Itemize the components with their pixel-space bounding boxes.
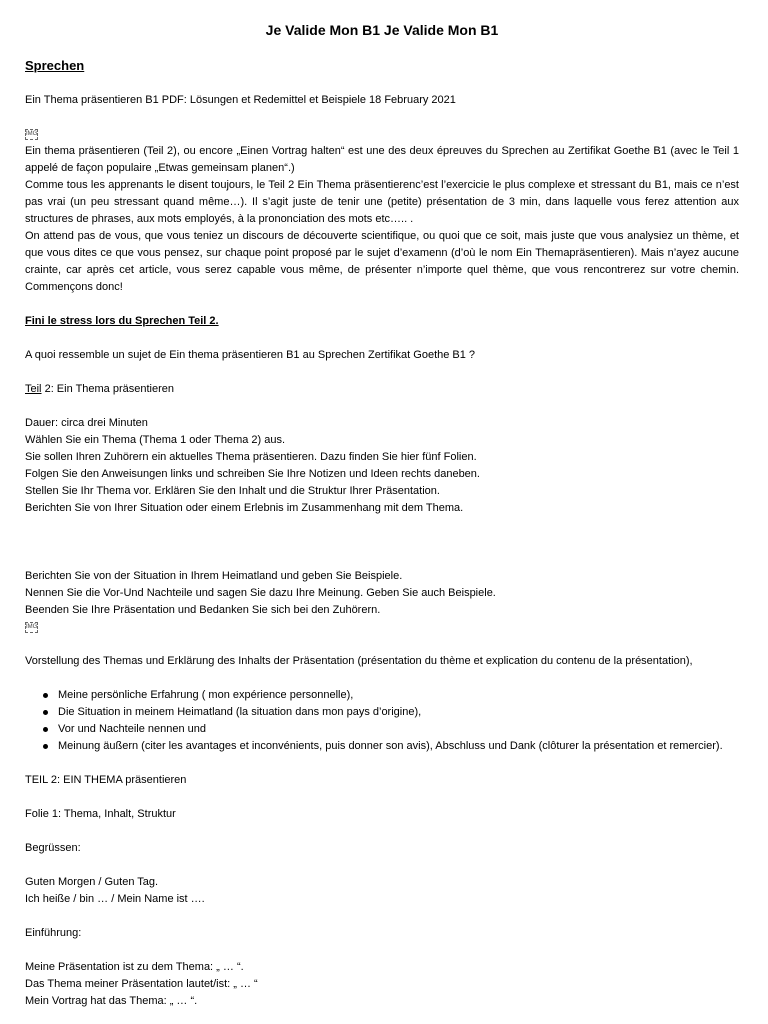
list-item: Meine persönliche Erfahrung ( mon expérience personnelle),: [58, 687, 739, 704]
image-placeholder-row: [25, 126, 739, 143]
instruction-line: Berichten Sie von der Situation in Ihrem Heimatland und geben Sie Beispiele.: [25, 570, 403, 582]
instruction-line: Sie sollen Ihren Zuhörern ein aktuelles Thema präsentieren. Dazu finden Sie hier fünf Folien.: [25, 451, 477, 463]
teil-heading: [25, 381, 739, 398]
einfuehrung-line: Mein Vortrag hat das Thema: „ … “.: [25, 995, 198, 1007]
einfuehrung-label: Einführung:: [25, 927, 82, 939]
begruessen-line: Ich heiße / bin … / Mein Name ist ….: [25, 893, 205, 905]
folie1-line: Folie 1: Thema, Inhalt, Struktur: [25, 808, 176, 820]
fini-heading: Fini le stress lors du Sprechen Teil 2.: [25, 315, 219, 327]
list-item: Vor und Nachteile nennen und: [58, 721, 739, 738]
list-item: Die Situation in meinem Heimatland (la situation dans mon pays d’origine),: [58, 704, 739, 721]
broken-image-icon: IMG: [25, 622, 38, 633]
question: A quoi ressemble un sujet de Ein thema präsentieren B1 au Sprechen Zertifikat Goethe B1 ?: [25, 349, 476, 361]
intro-line: Ein Thema präsentieren B1 PDF: Lösungen et Redemittel et Beispiele 18 February 2021: [25, 94, 456, 106]
list-item: Meinung äußern (citer les avantages et inconvénients, puis donner son avis), Abschluss und Dank (clôturer la présentation et remercier).: [58, 738, 739, 755]
document-title: Je Valide Mon B1 Je Valide Mon B1: [265, 22, 499, 38]
begruessen-label: Begrüssen:: [25, 842, 81, 854]
instruction-line: Wählen Sie ein Thema (Thema 1 oder Thema 2) aus.: [25, 434, 286, 446]
instruction-line: Folgen Sie den Anweisungen links und schreiben Sie Ihre Notizen und Ideen rechts daneben.: [25, 468, 480, 480]
image-placeholder-row: [25, 619, 739, 636]
broken-image-icon: IMG: [25, 129, 38, 140]
instruction-line: Dauer: circa drei Minuten: [25, 417, 148, 429]
einfuehrung-line: Meine Präsentation ist zu dem Thema: „ … “.: [25, 961, 244, 973]
instruction-line: Beenden Sie Ihre Präsentation und Bedanken Sie sich bei den Zuhörern.: [25, 604, 381, 616]
teil-label: Teil: [25, 383, 42, 395]
instruction-line: Nennen Sie die Vor-Und Nachteile und sagen Sie dazu Ihre Meinung. Geben Sie auch Beispiele.: [25, 587, 496, 599]
teil2-heading: TEIL 2: EIN THEMA präsentieren: [25, 774, 187, 786]
bullet-list: [25, 687, 739, 755]
begruessen-line: Guten Morgen / Guten Tag.: [25, 876, 159, 888]
document-content: [25, 20, 739, 1010]
section-heading: Sprechen: [25, 58, 85, 73]
instruction-line: Berichten Sie von Ihrer Situation oder einem Erlebnis im Zusammenhang mit dem Thema.: [25, 502, 464, 514]
vorstellung-line: Vorstellung des Themas und Erklärung des Inhalts der Präsentation (présentation du thème et explication du contenu de la présentation),: [25, 655, 693, 667]
teil-rest: 2: Ein Thema präsentieren: [44, 383, 175, 395]
intro-paragraph: On attend pas de vous, que vous teniez un discours de découverte scientifique, ou quoi que ce soit, mais juste que vous analysiez un thème, et que vous dites ce que vous pensez, sur chaque point proposé par le sujet d’examenn (d’où le nom Ein Themapräsentieren). Mais n’ayez aucune crainte, car après cet article, vous serez capable vous même, de présenter n’importe quel thème, que vous rencontrerez sur votre chemin. Commençons donc!: [25, 230, 739, 293]
einfuehrung-line: Das Thema meiner Präsentation lautet/ist: „ … “: [25, 978, 258, 990]
intro-paragraph: Ein thema präsentieren (Teil 2), ou encore „Einen Vortrag halten“ est une des deux épreuves du Sprechen au Zertifikat Goethe B1 (avec le Teil 1 appelé de façon populaire „Etwas gemeinsam planen“.): [25, 145, 739, 174]
intro-paragraph: Comme tous les apprenants le disent toujours, le Teil 2 Ein Thema präsentierenc’est l’exercicie le plus complexe et stressant du B1, mais ce n’est pas vrai (un peu stressant quand même…). Il s’agit juste de tenir une (petite) présentation de 3 min, dans laquelle vous ferez attention aux structures de phrases, aux mots employés, à la prononciation des mots etc….. .: [25, 179, 739, 225]
instruction-line: Stellen Sie Ihr Thema vor. Erklären Sie den Inhalt und die Struktur Ihrer Präsentation.: [25, 485, 440, 497]
